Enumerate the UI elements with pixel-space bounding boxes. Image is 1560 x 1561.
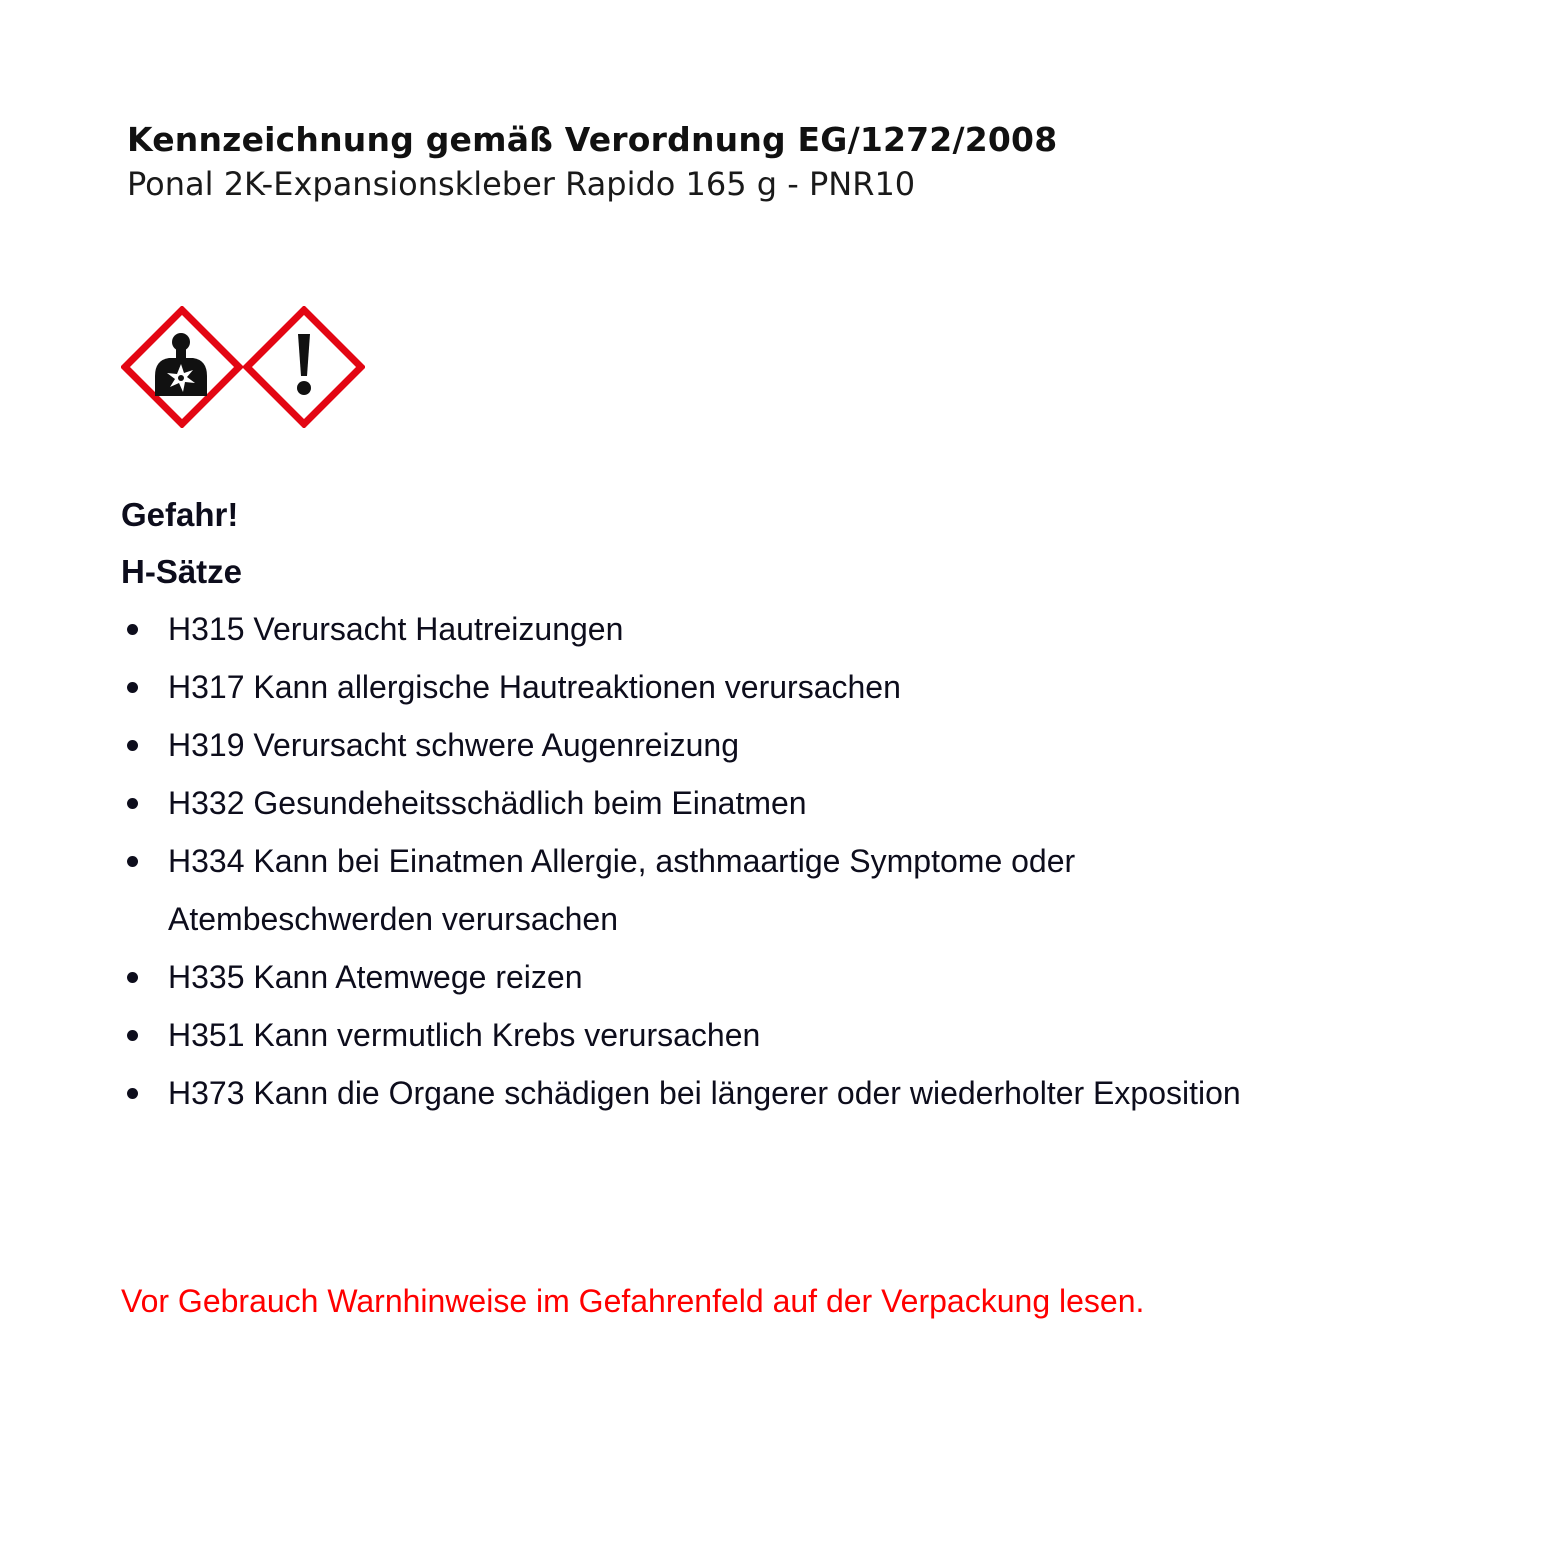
list-item [121, 658, 1241, 716]
bullet-icon [127, 1088, 138, 1099]
bullet-icon [127, 624, 138, 635]
page-title: Kennzeichnung gemäß Verordnung EG/1272/2008 [127, 120, 1058, 159]
packaging-warning: Vor Gebrauch Warnhinweise im Gefahrenfeld auf der Verpackung lesen. [121, 1283, 1145, 1319]
h-statement-text: H335 Kann Atemwege reizen [168, 959, 583, 995]
ghs-pictograms [121, 306, 365, 428]
h-statement-text: H315 Verursacht Hautreizungen [168, 611, 624, 647]
bullet-icon [127, 972, 138, 983]
list-item [121, 832, 1241, 948]
h-statement-text: H317 Kann allergische Hautreaktionen verursachen [168, 669, 901, 705]
h-statement-text: H334 Kann bei Einatmen Allergie, asthmaartige Symptome oder Atembeschwerden verursachen [168, 843, 1076, 937]
product-name: Ponal 2K-Expansionskleber Rapido 165 g - PNR10 [127, 165, 916, 203]
h-statement-text: H351 Kann vermutlich Krebs verursachen [168, 1017, 761, 1053]
h-statements-list [121, 600, 1241, 1122]
bullet-icon [127, 856, 138, 867]
h-statement-text: H319 Verursacht schwere Augenreizung [168, 727, 740, 763]
list-item [121, 1064, 1241, 1122]
signal-word: Gefahr! [121, 496, 239, 533]
list-item [121, 948, 1241, 1006]
list-item [121, 774, 1241, 832]
bullet-icon [127, 1030, 138, 1041]
bullet-icon [127, 682, 138, 693]
health-hazard-icon [121, 306, 243, 428]
h-statement-text: H332 Gesundeheitsschädlich beim Einatmen [168, 785, 807, 821]
list-item [121, 716, 1241, 774]
document-header [127, 118, 1427, 206]
bullet-icon [127, 740, 138, 751]
list-item [121, 600, 1241, 658]
bullet-icon [127, 798, 138, 809]
exclamation-mark-icon [243, 306, 365, 428]
h-statements-title: H-Sätze [121, 553, 243, 590]
h-statement-text: H373 Kann die Organe schädigen bei längerer oder wiederholter Exposition [168, 1075, 1241, 1111]
list-item [121, 1006, 1241, 1064]
